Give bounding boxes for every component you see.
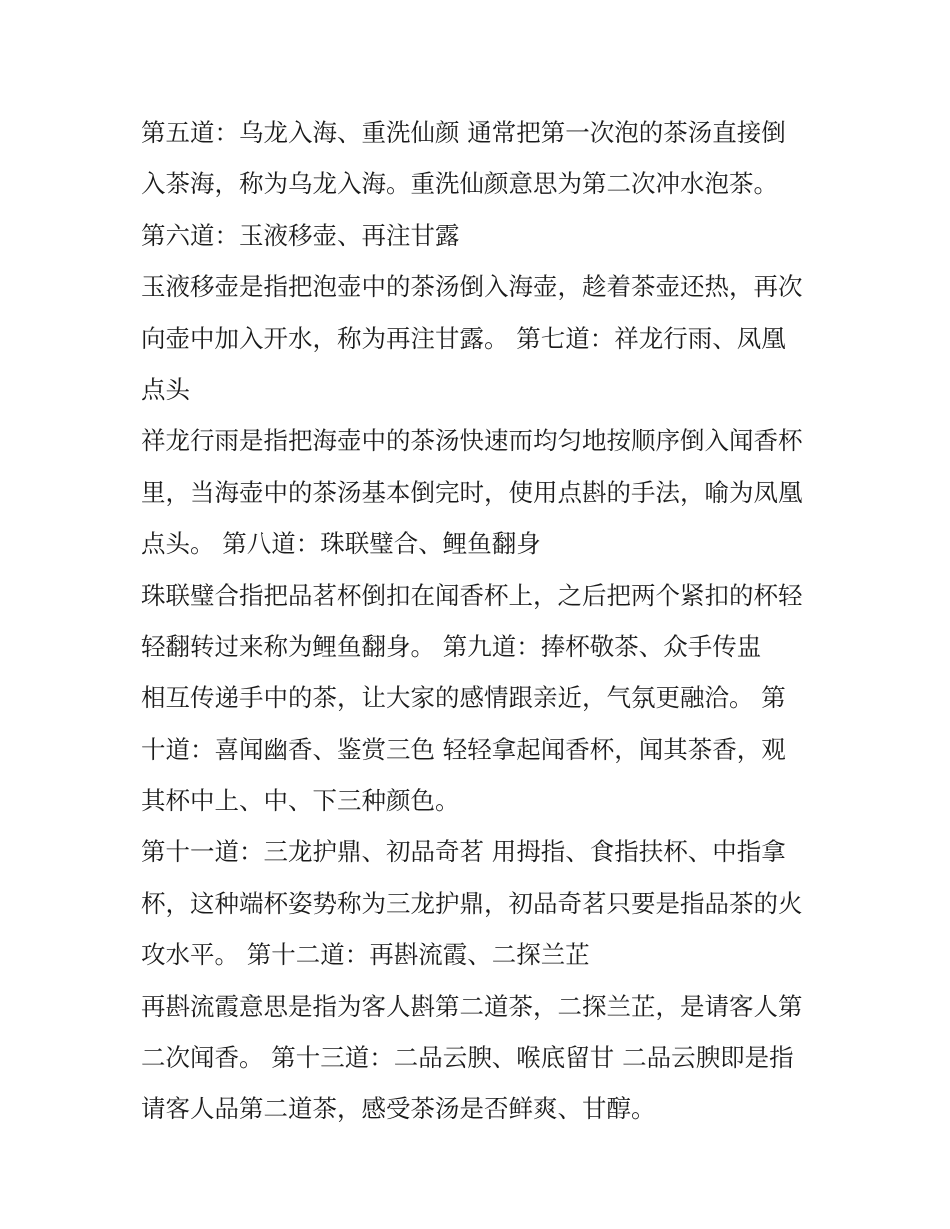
text-line: 轻翻转过来称为鲤鱼翻身。 第九道：捧杯敬茶、众手传盅 <box>141 631 762 661</box>
text-line: 珠联璧合指把品茗杯倒扣在闻香杯上，之后把两个紧扣的杯轻 <box>141 580 803 610</box>
text-line: 二次闻香。 第十三道：二品云腴、喉底留甘 二品云腴即是指 <box>141 1043 794 1073</box>
body-text <box>141 107 831 1135</box>
text-line: 杯，这种端杯姿势称为三龙护鼎，初品奇茗只要是指品茶的火 <box>141 888 803 918</box>
text-line: 再斟流霞意思是指为客人斟第二道茶，二探兰芷，是请客人第 <box>141 991 803 1021</box>
text-line: 第六道：玉液移壶、再注甘露 <box>141 220 460 250</box>
text-line: 第五道：乌龙入海、重洗仙颜 通常把第一次泡的茶汤直接倒 <box>141 118 786 147</box>
text-line: 向壶中加入开水，称为再注甘露。 第七道：祥龙行雨、凤凰 <box>141 323 786 353</box>
text-line: 里，当海壶中的茶汤基本倒完时，使用点斟的手法，喻为凤凰 <box>141 477 803 507</box>
text-line: 点头 <box>141 374 190 404</box>
text-line: 入茶海，称为乌龙入海。重洗仙颜意思为第二次冲水泡茶。 <box>141 169 778 199</box>
text-line: 其杯中上、中、下三种颜色。 <box>141 786 460 816</box>
text-line: 相互传递手中的茶，让大家的感情跟亲近，气氛更融洽。 第 <box>141 683 786 713</box>
text-line: 祥龙行雨是指把海壶中的茶汤快速而均匀地按顺序倒入闻香杯 <box>141 426 803 456</box>
text-line: 请客人品第二道茶，感受茶汤是否鲜爽、甘醇。 <box>141 1094 656 1124</box>
text-line: 十道：喜闻幽香、鉴赏三色 轻轻拿起闻香杯，闻其茶香，观 <box>141 734 786 764</box>
text-line: 点头。 第八道：珠联璧合、鲤鱼翻身 <box>141 529 541 559</box>
text-line: 玉液移壶是指把泡壶中的茶汤倒入海壶，趁着茶壶还热，再次 <box>141 272 803 302</box>
text-line: 第十一道：三龙护鼎、初品奇茗 用拇指、食指扶杯、中指拿 <box>141 837 786 867</box>
text-line: 攻水平。 第十二道：再斟流霞、二探兰芷 <box>141 940 590 970</box>
